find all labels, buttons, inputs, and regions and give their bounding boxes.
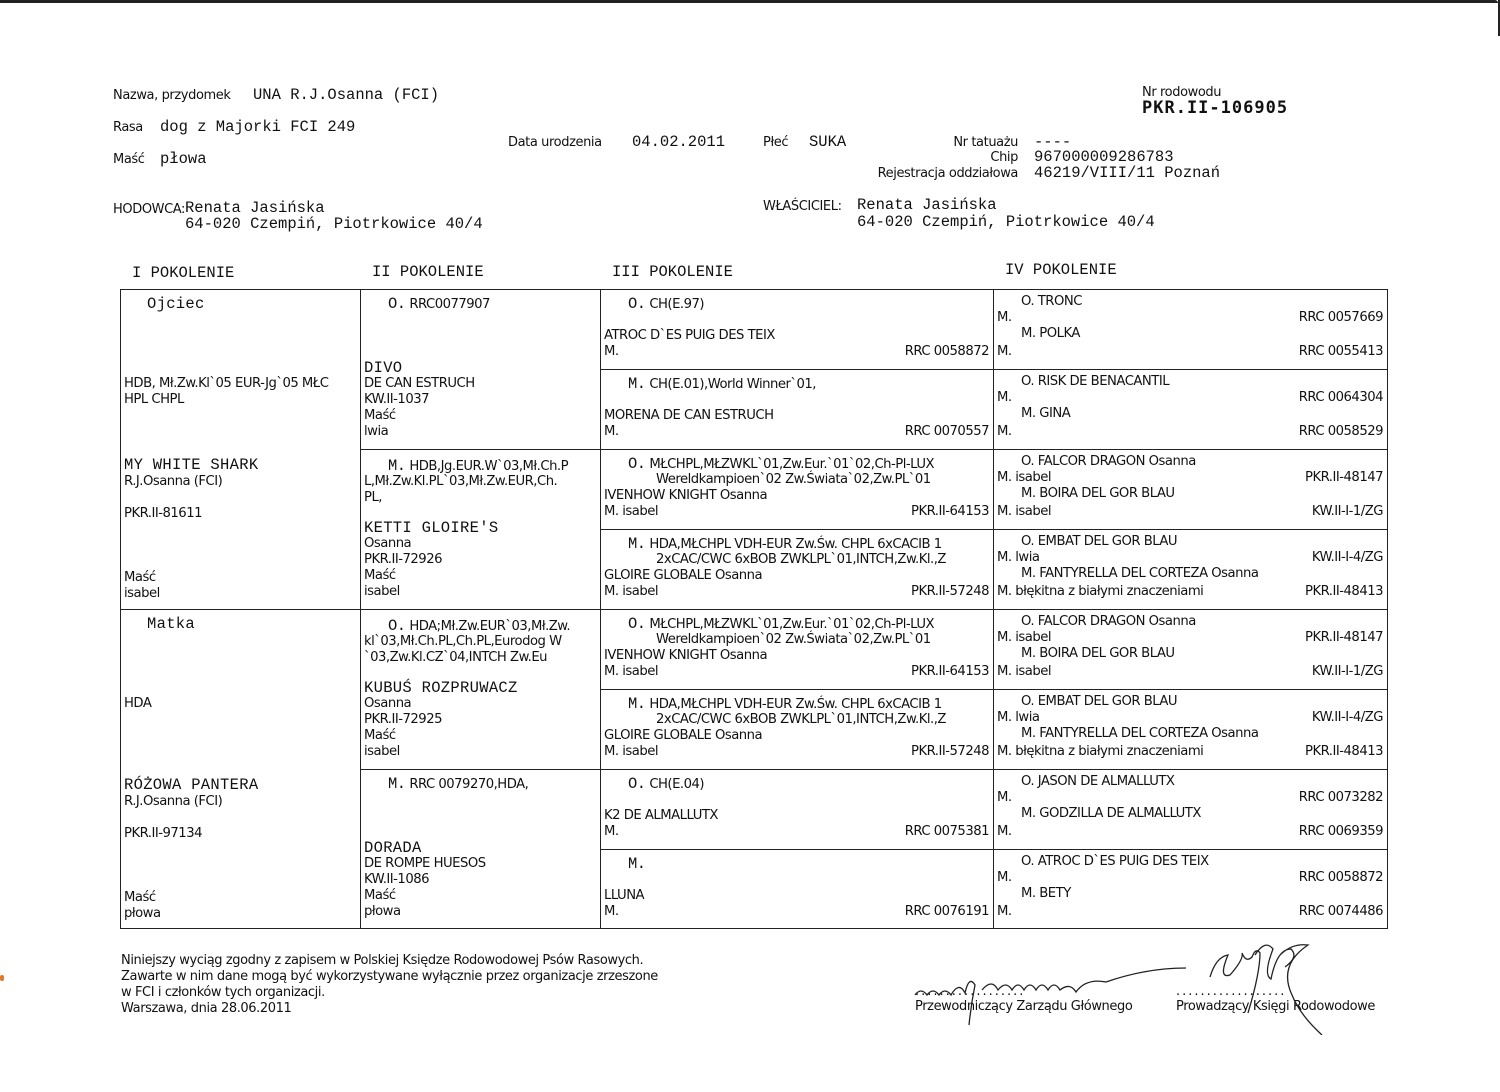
g3-6-name: GLOIRE GLOBALE Osanna <box>604 728 763 743</box>
g4-1a-registration: RRC 0057669 <box>1298 310 1383 325</box>
birth-label: Data urodzenia <box>508 135 602 150</box>
g4-7b-name: M. GODZILLA DE ALMALLUTX <box>1021 806 1201 821</box>
generation-header-4: IV POKOLENIE <box>1005 261 1117 279</box>
g3-1-color: M. <box>604 344 619 359</box>
g3-8-registration: RRC 0076191 <box>904 904 989 919</box>
g3-cell-6 <box>601 690 994 770</box>
g3-5-titles-1: O. MŁCHPL,MŁZWKL`01,Zw.Eur.`01`02,Ch-Pl-LUX <box>628 615 935 633</box>
dam-cell <box>121 610 361 928</box>
sire-titles-1: HDB, Mł.Zw.Kl`05 EUR-Jg`05 MŁC <box>124 376 329 391</box>
g4-2b-registration: RRC 0058529 <box>1298 424 1383 439</box>
dam-mother-titles: M. RRC 0079270,HDA, <box>388 775 529 793</box>
g3-8-name: LLUNA <box>604 888 645 903</box>
g4-4a-name: O. EMBAT DEL GOR BLAU <box>1021 534 1178 549</box>
g3-3-name: IVENHOW KNIGHT Osanna <box>604 488 768 503</box>
g3-6-titles-1: M. HDA,MŁCHPL VDH-EUR Zw.Św. CHPL 6xCACIB 1 <box>628 695 942 713</box>
g4-2b-name: M. GINA <box>1021 406 1071 421</box>
dam-color-label: Maść <box>124 890 156 905</box>
g3-cell-4 <box>601 530 994 610</box>
pedigree-number-label: Nr rodowodu <box>1142 85 1222 100</box>
g3-6-titles-2: 2xCAC/CWC 6xBOB ZWKLPL`01,INTCH,Zw.Kl.,Z <box>656 712 946 727</box>
color-value: płowa <box>160 150 207 168</box>
g4-5a-color: M. isabel <box>997 630 1052 645</box>
g3-3-titles-1: O. MŁCHPL,MŁZWKL`01,Zw.Eur.`01`02,Ch-Pl-LUX <box>628 455 935 473</box>
registration-label: Rejestracja oddziałowa <box>877 166 1018 181</box>
scan-edge-top <box>0 0 1498 3</box>
dam-father-cell <box>361 610 601 770</box>
g3-6-color: M. isabel <box>604 744 659 759</box>
g4-7a-color: M. <box>997 790 1012 805</box>
g4-cell-8 <box>994 850 1387 928</box>
footer-line-1: Niniejszy wyciąg zgodny z zapisem w Polskiej Księdze Rodowodowej Psów Rasowych. <box>121 953 644 968</box>
g4-5b-color: M. isabel <box>997 664 1052 679</box>
signature-label-registrar: Prowadzący Księgi Rodowodowe <box>1176 999 1375 1014</box>
sire-mother-titles-1: M. HDB,Jg.EUR.W`03,Mł.Ch.P <box>388 457 569 475</box>
sire-father-color: lwia <box>364 424 389 439</box>
g4-3a-registration: PKR.II-48147 <box>1305 470 1383 485</box>
sex-value: SUKA <box>809 133 847 151</box>
g4-cell-6 <box>994 690 1387 770</box>
sire-name-suffix: R.J.Osanna (FCI) <box>124 474 223 489</box>
g4-5b-registration: KW.II-I-1/ZG <box>1311 664 1383 679</box>
sire-mother-titles-2: L,Mł.Zw.Kl.PL`03,Mł.Zw.EUR,Ch. <box>364 474 558 489</box>
g4-8a-name: O. ATROC D`ES PUIG DES TEIX <box>1021 854 1209 869</box>
g3-8-titles: M. <box>628 855 646 873</box>
sire-color: isabel <box>124 586 160 601</box>
pedigree-number-value: PKR.II-106905 <box>1142 98 1289 118</box>
dam-mother-registration: KW.II-1086 <box>364 872 429 887</box>
breed-value: dog z Majorki FCI 249 <box>160 118 356 136</box>
dam-mother-color-label: Maść <box>364 888 396 903</box>
g3-2-name: MORENA DE CAN ESTRUCH <box>604 408 774 423</box>
g4-8b-name: M. BETY <box>1021 886 1071 901</box>
registration-value: 46219/VIII/11 Poznań <box>1034 164 1221 182</box>
g3-4-titles-1: M. HDA,MŁCHPL VDH-EUR Zw.Św. CHPL 6xCACIB 1 <box>628 535 942 553</box>
g3-4-registration: PKR.II-57248 <box>911 584 989 599</box>
breeder-name: Renata Jasińska <box>185 199 325 217</box>
g3-cell-7 <box>601 770 994 850</box>
sire-mother-cell <box>361 450 601 610</box>
sire-registration: PKR.II-81611 <box>124 506 202 521</box>
dam-father-color: isabel <box>364 744 400 759</box>
g3-4-color: M. isabel <box>604 584 659 599</box>
owner-name: Renata Jasińska <box>857 196 997 214</box>
dam-color: płowa <box>124 906 161 921</box>
sire-mother-name-suffix: Osanna <box>364 536 412 551</box>
sire-color-label: Maść <box>124 570 156 585</box>
generation-header-2: II POKOLENIE <box>372 263 484 281</box>
g3-7-titles: O. CH(E.04) <box>628 775 705 793</box>
dam-registration: PKR.II-97134 <box>124 826 202 841</box>
breeder-label: HODOWCA: <box>113 202 186 217</box>
sire-mother-name: KETTI GLOIRE'S <box>364 519 499 537</box>
dam-father-name: KUBUŚ ROZPRUWACZ <box>364 679 518 697</box>
dam-father-titles-1: O. HDA;Mł.Zw.EUR`03,Mł.Zw. <box>388 617 571 635</box>
footer-date: Warszawa, dnia 28.06.2011 <box>121 1001 292 1016</box>
dam-father-titles-2: kl`03,Mł.Ch.PL,Ch.PL,Eurodog W <box>364 634 562 649</box>
dam-mother-cell <box>361 770 601 928</box>
dam-father-registration: PKR.II-72925 <box>364 712 442 727</box>
g4-6b-name: M. FANTYRELLA DEL CORTEZA Osanna <box>1021 726 1259 741</box>
dam-name-suffix: R.J.Osanna (FCI) <box>124 794 223 809</box>
g4-3b-registration: KW.II-I-1/ZG <box>1311 504 1383 519</box>
generation-header-3: III POKOLENIE <box>612 263 733 281</box>
g3-3-color: M. isabel <box>604 504 659 519</box>
g4-6a-color: M. lwia <box>997 710 1040 725</box>
g3-2-titles: M. CH(E.01),World Winner`01, <box>628 375 816 393</box>
generation-header-1: I POKOLENIE <box>132 264 235 282</box>
owner-label: WŁAŚCICIEL: <box>763 199 842 214</box>
signature-line-1: .................. <box>915 984 1026 999</box>
dam-titles: HDA <box>124 696 152 711</box>
g3-7-registration: RRC 0075381 <box>904 824 989 839</box>
signature-label-chairman: Przewodniczący Zarządu Głównego <box>915 999 1133 1014</box>
g4-6a-registration: KW.II-I-4/ZG <box>1311 710 1383 725</box>
g4-4a-registration: KW.II-I-4/ZG <box>1311 550 1383 565</box>
dam-label: Matka <box>147 615 196 633</box>
g4-6b-color: M. błękitna z białymi znaczeniami <box>997 744 1204 759</box>
g4-3b-name: M. BOIRA DEL GOR BLAU <box>1021 486 1175 501</box>
g3-5-name: IVENHOW KNIGHT Osanna <box>604 648 768 663</box>
g3-2-color: M. <box>604 424 619 439</box>
chip-label: Chip <box>990 150 1018 165</box>
dam-mother-name-suffix: DE ROMPE HUESOS <box>364 856 486 871</box>
sire-father-registration: KW.II-1037 <box>364 392 429 407</box>
sire-father-titles: O. RRC0077907 <box>388 295 490 313</box>
pedigree-table <box>120 289 1388 929</box>
g3-7-name: K2 DE ALMALLUTX <box>604 808 718 823</box>
g4-8b-registration: RRC 0074486 <box>1298 904 1383 919</box>
g4-1b-registration: RRC 0055413 <box>1298 344 1383 359</box>
g3-4-name: GLOIRE GLOBALE Osanna <box>604 568 763 583</box>
g4-5b-name: M. BOIRA DEL GOR BLAU <box>1021 646 1175 661</box>
scan-mark <box>0 975 4 981</box>
chip-value: 967000009286783 <box>1034 148 1174 166</box>
g4-cell-4 <box>994 530 1387 610</box>
g3-cell-2 <box>601 370 994 450</box>
g4-cell-7 <box>994 770 1387 850</box>
footer-line-3: w FCI i członków tych organizacji. <box>121 985 325 1000</box>
sire-titles-2: HPL CHPL <box>124 392 184 407</box>
name-label: Nazwa, przydomek <box>113 88 231 103</box>
g4-3b-color: M. isabel <box>997 504 1052 519</box>
g4-cell-2 <box>994 370 1387 450</box>
g3-cell-1 <box>601 290 994 370</box>
dam-father-name-suffix: Osanna <box>364 696 412 711</box>
g4-cell-3 <box>994 450 1387 530</box>
g3-7-color: M. <box>604 824 619 839</box>
sire-mother-registration: PKR.II-72926 <box>364 552 442 567</box>
birth-value: 04.02.2011 <box>632 133 726 151</box>
g3-cell-5 <box>601 610 994 690</box>
breed-label: Rasa <box>113 120 143 135</box>
color-label: Maść <box>113 152 145 167</box>
sire-mother-color: isabel <box>364 584 400 599</box>
g4-7a-name: O. JASON DE ALMALLUTX <box>1021 774 1175 789</box>
g4-1b-name: M. POLKA <box>1021 326 1080 341</box>
sire-father-color-label: Maść <box>364 408 396 423</box>
g4-6a-name: O. EMBAT DEL GOR BLAU <box>1021 694 1178 709</box>
dam-father-color-label: Maść <box>364 728 396 743</box>
g4-2a-registration: RRC 0064304 <box>1298 390 1383 405</box>
g3-1-titles: O. CH(E.97) <box>628 295 705 313</box>
g4-4b-registration: PKR.II-48413 <box>1305 584 1383 599</box>
g4-5a-registration: PKR.II-48147 <box>1305 630 1383 645</box>
sire-mother-titles-3: PL, <box>364 490 382 505</box>
g3-5-color: M. isabel <box>604 664 659 679</box>
g3-4-titles-2: 2xCAC/CWC 6xBOB ZWKLPL`01,INTCH,Zw.Kl.,Z <box>656 552 946 567</box>
g3-8-color: M. <box>604 904 619 919</box>
g4-8b-color: M. <box>997 904 1012 919</box>
g4-2a-name: O. RISK DE BENACANTIL <box>1021 374 1170 389</box>
g3-3-registration: PKR.II-64153 <box>911 504 989 519</box>
footer-line-2: Zawarte w nim dane mogą być wykorzystywane wyłącznie przez organizacje zrzeszone <box>121 969 658 984</box>
g4-3a-color: M. isabel <box>997 470 1052 485</box>
sire-label: Ojciec <box>147 295 205 313</box>
dam-father-titles-3: `03,Zw.Kl.CZ`04,INTCH Zw.Eu <box>364 650 548 665</box>
breeder-address: 64-020 Czempiń, Piotrkowice 40/4 <box>185 215 483 233</box>
g4-4b-color: M. błękitna z białymi znaczeniami <box>997 584 1204 599</box>
g4-5a-name: O. FALCOR DRAGON Osanna <box>1021 614 1196 629</box>
sire-name: MY WHITE SHARK <box>124 456 259 474</box>
g3-5-titles-2: Wereldkampioen`02 Zw.Świata`02,Zw.PL`01 <box>656 632 931 647</box>
g4-1a-name: O. TRONC <box>1021 294 1082 309</box>
tattoo-value: ---- <box>1034 133 1072 151</box>
signature-line-2: .................. <box>1176 984 1287 999</box>
name-value: UNA R.J.Osanna (FCI) <box>253 86 440 104</box>
g4-6b-registration: PKR.II-48413 <box>1305 744 1383 759</box>
g4-1b-color: M. <box>997 344 1012 359</box>
g3-cell-8 <box>601 850 994 928</box>
g4-cell-5 <box>994 610 1387 690</box>
g3-5-registration: PKR.II-64153 <box>911 664 989 679</box>
g3-2-registration: RRC 0070557 <box>904 424 989 439</box>
g4-2a-color: M. <box>997 390 1012 405</box>
g4-8a-color: M. <box>997 870 1012 885</box>
sire-father-cell <box>361 290 601 450</box>
g3-1-registration: RRC 0058872 <box>904 344 989 359</box>
owner-address: 64-020 Czempiń, Piotrkowice 40/4 <box>857 213 1155 231</box>
handwritten-signatures-icon <box>910 935 1400 1035</box>
dam-mother-color: płowa <box>364 904 401 919</box>
sex-label: Płeć <box>763 135 789 150</box>
dam-name: RÓŻOWA PANTERA <box>124 776 259 794</box>
g4-cell-1 <box>994 290 1387 370</box>
g4-7b-color: M. <box>997 824 1012 839</box>
g3-1-name: ATROC D`ES PUIG DES TEIX <box>604 328 775 343</box>
g4-7b-registration: RRC 0069359 <box>1298 824 1383 839</box>
sire-cell <box>121 290 361 610</box>
g3-3-titles-2: Wereldkampioen`02 Zw.Świata`02,Zw.PL`01 <box>656 472 931 487</box>
g4-3a-name: O. FALCOR DRAGON Osanna <box>1021 454 1196 469</box>
g3-6-registration: PKR.II-57248 <box>911 744 989 759</box>
tattoo-label: Nr tatuażu <box>953 135 1018 150</box>
g4-4b-name: M. FANTYRELLA DEL CORTEZA Osanna <box>1021 566 1259 581</box>
g4-8a-registration: RRC 0058872 <box>1298 870 1383 885</box>
dam-mother-name: DORADA <box>364 839 422 857</box>
g4-7a-registration: RRC 0073282 <box>1298 790 1383 805</box>
g4-1a-color: M. <box>997 310 1012 325</box>
g4-2b-color: M. <box>997 424 1012 439</box>
sire-mother-color-label: Maść <box>364 568 396 583</box>
g4-4a-color: M. lwia <box>997 550 1040 565</box>
sire-father-name: DIVO <box>364 359 403 377</box>
g3-cell-3 <box>601 450 994 530</box>
sire-father-name-suffix: DE CAN ESTRUCH <box>364 376 475 391</box>
